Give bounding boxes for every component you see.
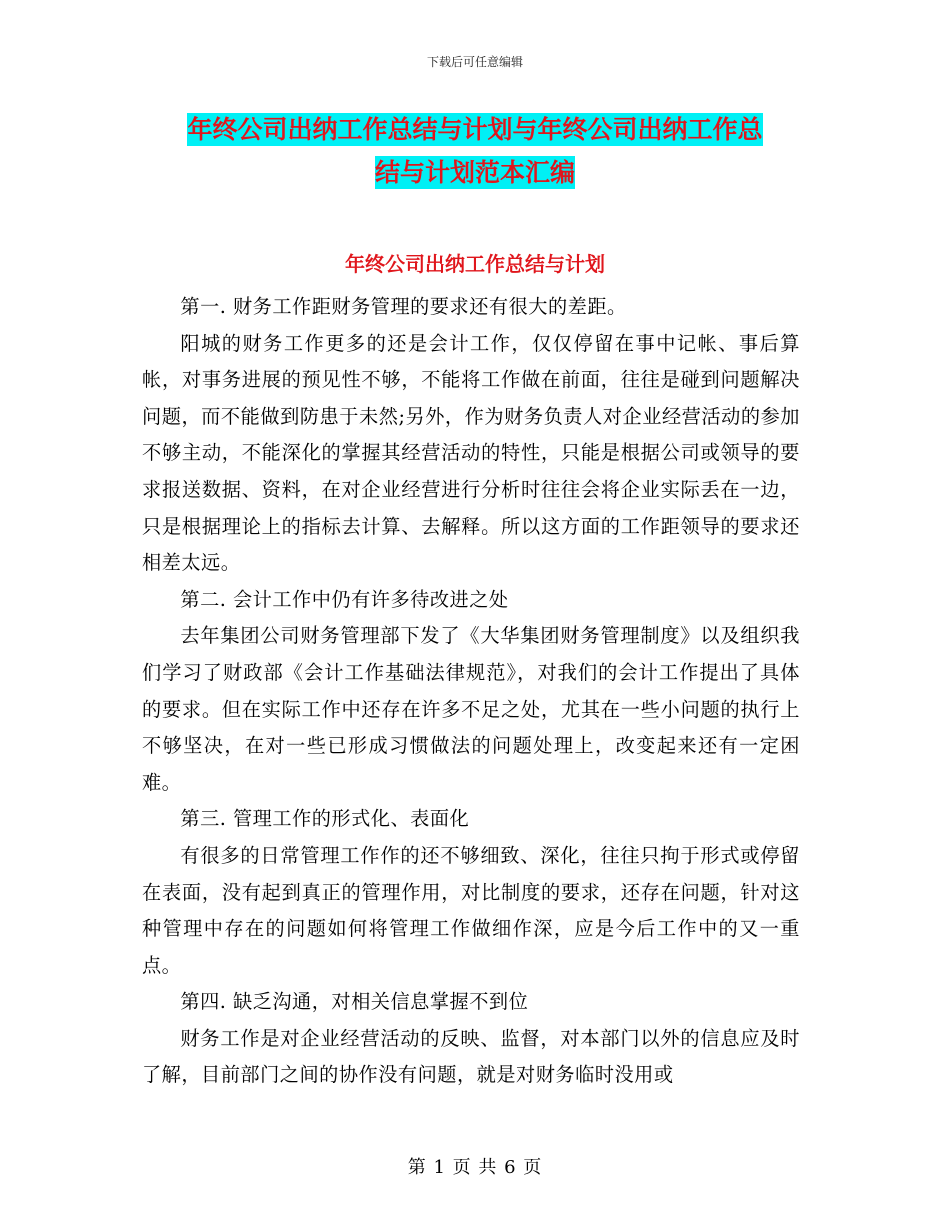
paragraph: 去年集团公司财务管理部下发了《大华集团财务管理制度》以及组织我们学习了财政部《会计工作基础法律规范》，对我们的会计工作提出了具体的要求。但在实际工作中还存在许多不足之处，尤其在一些小问题的执行上不够坚决，在对一些已形成习惯做法的问题处理上，改变起来还有一定困难。 xyxy=(142,624,800,794)
section-title: 年终公司出纳工作总结与计划 xyxy=(345,252,605,276)
title-line-1: 年终公司出纳工作总结与计划与年终公司出纳工作总 xyxy=(187,115,763,144)
heading-item-4: 第四. 缺乏沟通，对相关信息掌握不到位 xyxy=(180,990,529,1014)
header-note: 下载后可任意编辑 xyxy=(426,55,523,69)
title-line-2: 结与计划范本汇编 xyxy=(374,158,575,187)
paragraph: 有很多的日常管理工作作的还不够细致、深化，往往只拘于形式或停留在表面，没有起到真正的管理作用，对比制度的要求，还存在问题，针对这种管理中存在的问题如何将管理工作做细作深，应是今后工作中的又一重点。 xyxy=(142,843,800,977)
paragraph: 阳城的财务工作更多的还是会计工作，仅仅停留在事中记帐、事后算帐，对事务进展的预见性不够，不能将工作做在前面，往往是碰到问题解决问题，而不能做到防患于未然;另外，作为财务负责人对企业经营活动的参加不够主动，不能深化的掌握其经营活动的特性，只能是根据公司或领导的要求报送数据、资料，在对企业经营进行分析时往往会将企业实际丢在一边，只是根据理论上的指标去计算、去解释。所以这方面的工作距领导的要求还相差太远。 xyxy=(142,331,800,575)
paragraph: 财务工作是对企业经营活动的反映、监督，对本部门以外的信息应及时了解，目前部门之间的协作没有问题，就是对财务临时没用或 xyxy=(142,1026,800,1087)
heading-item-2: 第二. 会计工作中仍有许多待改进之处 xyxy=(180,587,509,611)
document-body xyxy=(142,289,800,1094)
heading-item-3: 第三. 管理工作的形式化、表面化 xyxy=(180,807,470,831)
page-footer: 第 1 页 共 6 页 xyxy=(407,1157,543,1178)
document-title xyxy=(140,108,810,194)
heading-item-1: 第一. 财务工作距财务管理的要求还有很大的差距。 xyxy=(180,295,627,318)
